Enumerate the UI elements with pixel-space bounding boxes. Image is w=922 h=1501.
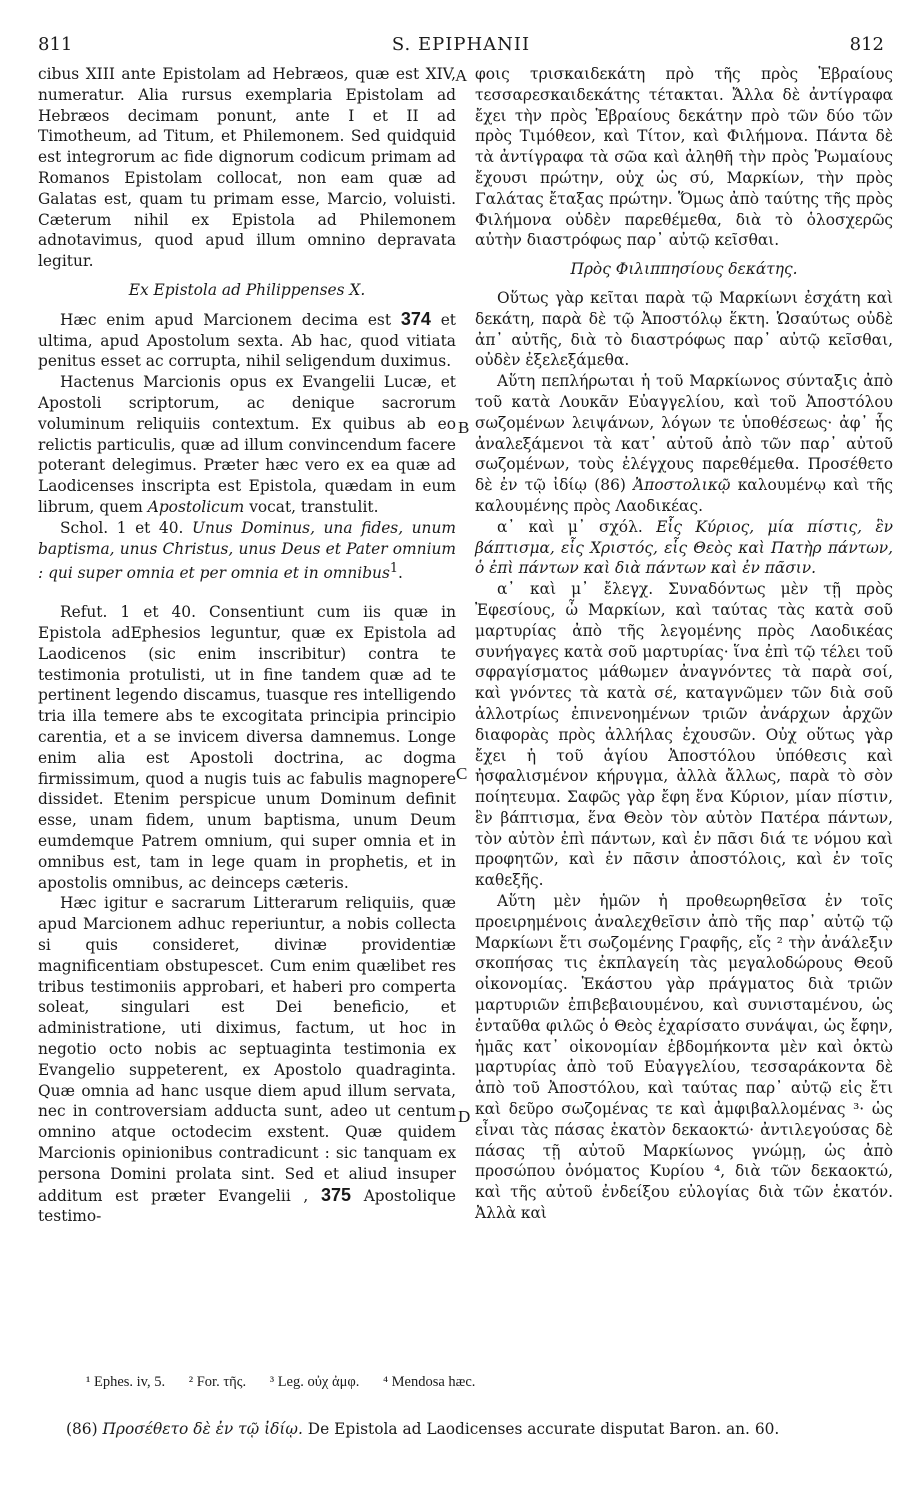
latin-p6-text-cont: Apostolique testimo-	[38, 1186, 456, 1226]
footnote-2: ² For. τῆς.	[188, 1374, 247, 1390]
scholion-end: .	[398, 564, 403, 583]
latin-p6-text: Hæc igitur e sacrarum Litterarum reliquiis, quæ apud Marcionem adhuc reperiuntur, a nobis collecta si quis consideret, divinæ providentiæ magnificentiam obstupescet. Cum enim quælibet res tribus testimoniis approbari, et haberi pro comperta soleat, singulari est Dei beneficio, et administratione, uti diximus, factum, ut hoc in negotio octo nobis ac septuaginta testimonia ex Evangelio suppeterent, ex Apostolo quadraginta. Quæ omnia ad hanc usque diem apud illum servata, nec in controversiam adducta sunt, adeo ut centum omnino atque octodecim exstent. Quæ quidem Marcionis opinionibus contradicunt : sic tanquam ex persona Domini prolata sint. Sed et aliud insuper additum est præter Evangelii ,	[38, 894, 456, 1205]
latin-paragraph-2	[38, 309, 456, 372]
greek-scholion-quote: Εἷς Κύριος, μία πίστις, ἓν βάπτισμα, εἷς Χριστός, εἷς Θεὸς καὶ Πατὴρ πάντων, ὁ ἐπὶ πάντων καὶ διὰ πάντων καὶ ἐν πᾶσιν.	[475, 517, 893, 578]
scholion-quote: Unus Dominus, una fides, unum baptisma, unus Christus, unus Deus et Pater omnium : qui super omnia et per omnia et in omnibus	[38, 518, 456, 583]
footnotes	[86, 1374, 495, 1391]
latin-p3-italic: Apostolicum	[147, 497, 245, 516]
greek-p3-text-cont: καλουμένῳ καὶ τῆς καλουμένης πρὸς Λαοδικέας.	[475, 476, 893, 515]
endnote	[66, 1420, 906, 1438]
greek-paragraph-6: Αὕτη μὲν ἡμῶν ἡ προθεωρηθεῖσα ἐν τοῖς προειρημένοις ἀναλεχθεῖσιν ἀπὸ τῆς παρ᾽ αὐτῷ τῷ Μαρκίωνι ἔτι σωζομένης Γραφῆς, εἴς ² τὴν ἀνάλεξιν σκοπήσας τις ἐκπλαγείη τὰς μεγαλοδώρους Θεοῦ οἰκονομίας. Ἑκάστου γὰρ πράγματος διὰ τριῶν μαρτυριῶν ἐπιβεβαιουμένου, καὶ συνισταμένου, ὡς ἐνταῦθα φιλῶς ὁ Θεὸς ἐχαρίσατο συνάψαι, ὡς ἔφην, ἡμᾶς κατ᾽ οἰκονομίαν ἑβδομήκοντα μὲν καὶ ὀκτὼ μαρτυρίας ἀπὸ τοῦ Εὐαγγελίου, τεσσαράκοντα δὲ ἀπὸ τοῦ Ἀποστόλου, καὶ ταύτας παρ᾽ αὐτῷ εἰς ἔτι καὶ δεῦρο σωζομένας τε καὶ ἀμφιβαλλομένας ³· ὡς εἶναι τὰς πάσας ἑκατὸν δεκαοκτώ· ἀντιλεγούσας δὲ πάσας τῇ αὐτοῦ Μαρκίωνος γνώμῃ, ὡς ἀπὸ προσώπου ὀνόματος Κυρίου ⁴, διὰ τῶν δεκαοκτώ, καὶ τῆς αὐτοῦ ἐνδείξου εὐλογίας διὰ τῶν ἑκατόν. Ἀλλὰ καὶ	[475, 892, 893, 1223]
page-header	[0, 34, 922, 58]
latin-p2-text-cont: et ultima, apud Apostolum sexta. Ab hac, quod vitiata penitus esset ac corrupta, nihil seligendum duximus.	[38, 310, 456, 371]
greek-section-heading: Πρὸς Φιλιππησίους δεκάτης.	[570, 260, 798, 279]
column-number-374: 374	[400, 308, 431, 329]
latin-scholion	[38, 518, 456, 585]
endnote-latin: De Epistola ad Laodicenses accurate disputat Baron. an. 60.	[307, 1420, 780, 1438]
latin-paragraph-3	[38, 372, 456, 518]
latin-p3-text: Hactenus Marcionis opus ex Evangelii Lucæ, et Apostoli scriptorum, ac denique sacrorum voluminum reliquiis contextum. Ex quibus ab eo relictis particulis, quæ ad illum convincendum facere poterant delegimus. Præter hæc vero ex ea quæ ad Laodicenses inscripta est Epistola, quædam in eum librum, quem	[38, 373, 456, 516]
latin-p2-text: Hæc enim apud Marcionem decima est	[60, 310, 392, 329]
margin-letter-d: D	[458, 1107, 471, 1126]
greek-column	[475, 64, 893, 1224]
footnote-1: ¹ Ephes. iv, 5.	[86, 1374, 166, 1390]
greek-refutation: α᾽ καὶ μ᾽ ἔλεγχ. Συναδόντως μὲν τῇ πρὸς Ἐφεσίους, ὦ Μαρκίων, καὶ ταύτας τὰς κατὰ σοῦ μαρτυρίας ἀπὸ τῆς λεγομένης πρὸς Λαοδικέας συνήγαγες κατὰ σοῦ μαρτυρίας· ἵνα ἐπὶ τῷ τέλει τοῦ σφραγίσματος μάθωμεν ἀναγνόντες τὰ παρὰ σοί, καὶ γνόντες τὰ κατὰ σέ, καταγνῶμεν τῶν διὰ σοῦ ἀλλοτρίως ἐπινενοημένων τριῶν ἀνάρχων ἀρχῶν διαφορὰς πρὸς ἀλλήλας ἐχουσῶν. Οὐχ οὕτως γὰρ ἔχει ἡ τοῦ ἁγίου Ἀποστόλου ὑπόθεσις καὶ ἠσφαλισμένον κήρυγμα, ἀλλὰ ἄλλως, παρὰ τὸ σὸν ποίητευμα. Σαφῶς γὰρ ἔφη ἕνα Κύριον, μίαν πίστιν, ἓν βάπτισμα, ἕνα Θεὸν τὸν αὐτὸν Πατέρα πάντων, τὸν αὐτὸν ἐπὶ πάντων, καὶ ἐν πᾶσι διά τε νόμου καὶ προφητῶν, καὶ ἐν πᾶσιν ἀποστόλοις, καὶ ἐν τοῖς καθεξῆς.	[475, 580, 893, 890]
column-number-375: 375	[320, 1184, 352, 1205]
latin-column	[38, 64, 456, 1227]
footnote-3: ³ Leg. οὐχ ἀμφ.	[269, 1374, 360, 1390]
latin-paragraph-1: cibus XIII ante Epistolam ad Hebræos, quæ est XIV, numeratur. Alia rursus exemplaria Epistolam ad Hebræos decimam ponunt, ante I et II ad Timotheum, ad Titum, et Philemonem. Sed quidquid est integrorum ac fide dignorum codicum primam ad Romanos Epistolam collocat, non eam quæ ad Galatas est, quam tu primam esse, Marcio, voluisti. Cæterum nihil ex Epistola ad Philemonem adnotavimus, quod apud illum omnino depravata legitur.	[38, 65, 456, 271]
margin-letter-b: B	[458, 418, 470, 437]
footnote-4: ⁴ Mendosa hæc.	[382, 1374, 476, 1390]
latin-p3-text-cont: vocat, transtulit.	[249, 497, 379, 516]
endnote-greek: Προσέθετο δὲ ἐν τῷ ἰδίῳ.	[102, 1420, 303, 1438]
latin-paragraph-6	[38, 893, 456, 1227]
greek-scholion	[475, 517, 893, 579]
greek-p3-text: Αὕτη πεπλήρωται ἡ τοῦ Μαρκίωνος σύνταξις ἀπὸ τοῦ κατὰ Λουκᾶν Εὐαγγελίου, καὶ τοῦ Ἀποστόλου σωζομένων λειψάνων, λόγων τε ὑποθέσεως· ἀφ᾽ ἧς ἀναλεξάμενοι τὰ κατ᾽ αὐτοῦ ἀπὸ τῶν παρ᾽ αὐτοῦ σωζομένων, τοὺς ἐλέγχους παρεθέμεθα. Προσέθετο δὲ ἐν τῷ ἰδίῳ (86)	[475, 372, 893, 495]
greek-paragraph-3	[475, 371, 893, 517]
margin-letter-c: C	[456, 764, 468, 783]
latin-section-heading: Ex Epistola ad Philippenses X.	[128, 280, 366, 299]
footnote-ref-1: 1	[389, 561, 399, 577]
greek-scholion-label: α᾽ καὶ μ᾽ σχόλ.	[497, 517, 643, 536]
greek-paragraph-2: Οὕτως γὰρ κεῖται παρὰ τῷ Μαρκίωνι ἐσχάτη καὶ δεκάτη, παρὰ δὲ τῷ Ἀποστόλῳ ἕκτη. Ὡσαύτως οὐδὲ ἀπ᾽ αὐτῆς, διὰ τὸ διαστρόφως παρ᾽ αὐτῷ κεῖσθαι, οὐδὲν ἐξελεξάμεθα.	[475, 288, 893, 370]
scholion-label: Schol. 1 et 40.	[60, 518, 184, 537]
page-number-left: 811	[38, 34, 73, 55]
page-number-right: 812	[849, 34, 884, 55]
margin-letter-a: A	[455, 66, 468, 85]
running-title: S. EPIPHANII	[391, 34, 531, 55]
latin-refutation: Refut. 1 et 40. Consentiunt cum iis quæ in Epistola adEphesios leguntur, quæ ex Epistola ad Laodicenos (sic enim inscribitur) contra te testimonia protulisti, ut in fine tandem quæ ad te pertinent legendo discamus, tuasque res intelligendo tria illa temere abs te excogitata principia principio carentia, et a se invicem diversa damnemus. Longe enim alia est Apostoli doctrina, ac dogma firmissimum, quod a nugis tuis ac fabulis magnopere dissidet. Etenim perspicue unum Dominum definit esse, unam fidem, unum baptisma, unum Deum eumdemque Patrem omnium, qui super omnia et in omnibus est, tam in lege quam in prophetis, et in apostolis omnibus, ac deinceps cæteris.	[38, 603, 456, 892]
endnote-marker: (86)	[66, 1420, 98, 1438]
greek-p3-italic: Ἀποστολικῷ	[633, 476, 731, 495]
greek-paragraph-1: φοις τρισκαιδεκάτη πρὸ τῆς πρὸς Ἑβραίους τεσσαρεσκαιδεκάτης τέτακται. Ἄλλα δὲ ἀντίγραφα ἔχει τὴν πρὸς Ἑβραίους δεκάτην πρὸ τῶν δύο τῶν πρὸς Τιμόθεον, καὶ Τίτον, καὶ Φιλήμονα. Πάντα δὲ τὰ ἀντίγραφα τὰ σῶα καὶ ἀληθῆ τὴν πρὸς Ῥωμαίους ἔχουσι πρώτην, οὐχ ὡς σύ, Μαρκίων, τὴν πρὸς Γαλάτας ἔταξας πρώτην. Ὅμως ἀπὸ ταύτης τῆς πρὸς Φιλήμονα οὐδὲν παρεθέμεθα, διὰ τὸ ὁλοσχερῶς αὐτὴν διαστρόφως παρ᾽ αὐτῷ κεῖσθαι.	[475, 65, 893, 250]
